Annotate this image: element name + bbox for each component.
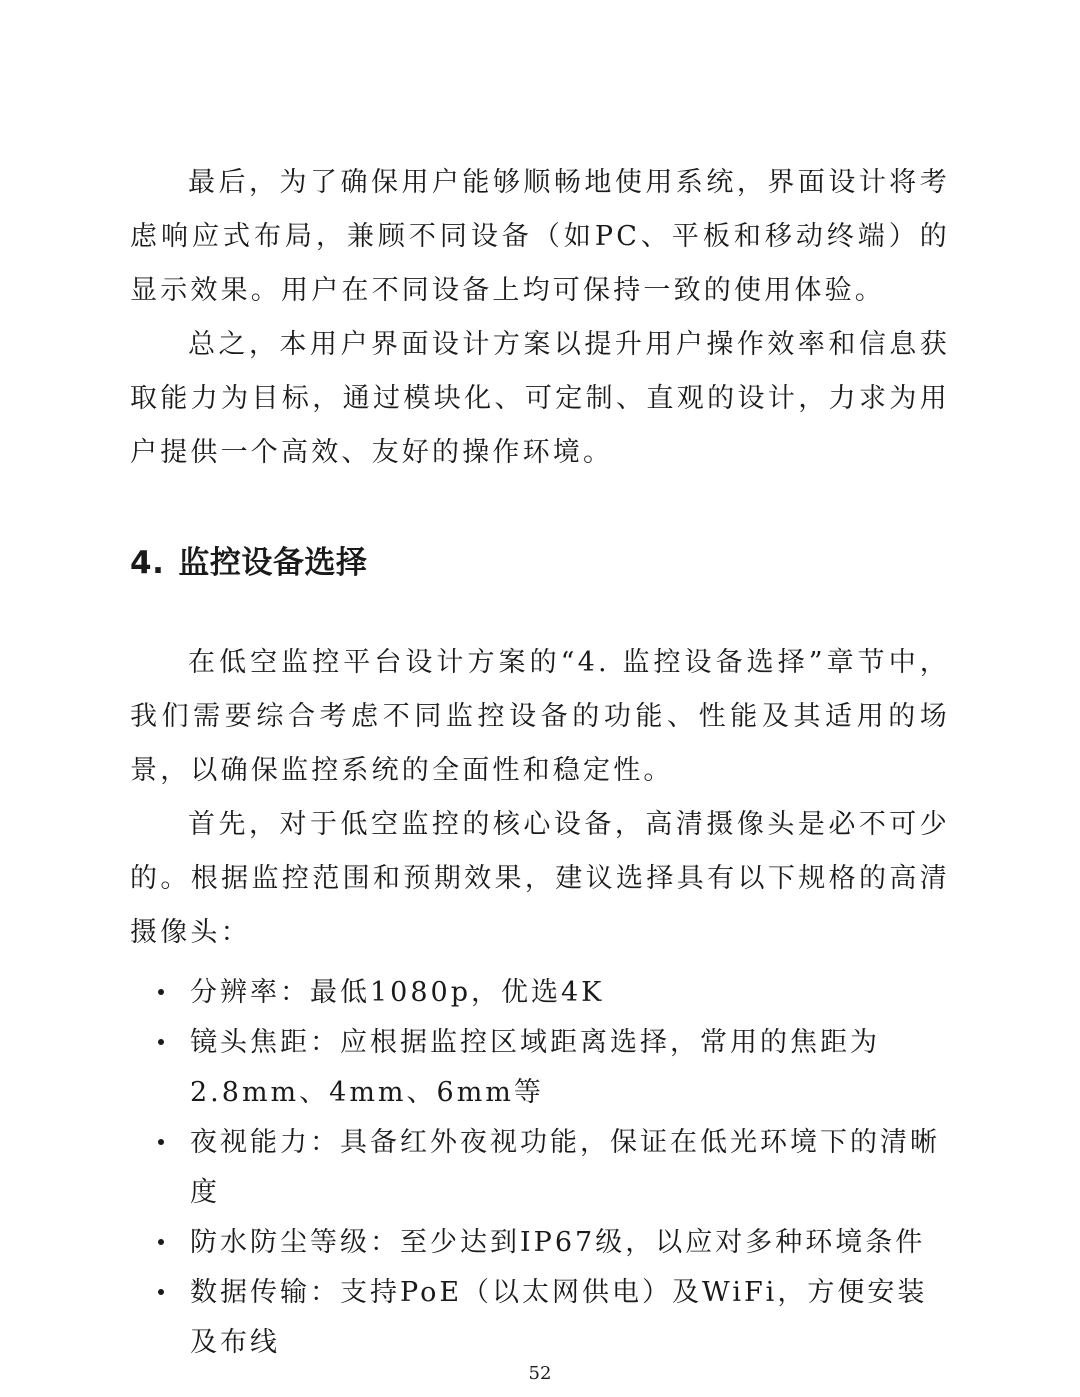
- section-title: 监控设备选择: [178, 545, 368, 581]
- section-number: 4.: [130, 545, 165, 581]
- camera-spec-list: [130, 968, 950, 1368]
- list-item-text: 镜头焦距：应根据监控区域距离选择，常用的焦距为2.8mm、4mm、6mm等: [190, 1027, 880, 1108]
- bullet-dot-icon: [158, 1239, 164, 1245]
- list-item: [130, 1268, 950, 1368]
- paragraph-intro: 在低空监控平台设计方案的“4. 监控设备选择”章节中，我们需要综合考虑不同监控设备的功能、性能及其适用的场景，以确保监控系统的全面性和稳定性。: [130, 647, 950, 786]
- paragraph-summary: 总之，本用户界面设计方案以提升用户操作效率和信息获取能力为目标，通过模块化、可定制、直观的设计，力求为用户提供一个高效、友好的操作环境。: [130, 329, 950, 468]
- page-content: [130, 156, 950, 1368]
- section-heading: [130, 538, 950, 588]
- bullet-dot-icon: [158, 989, 164, 995]
- paragraph-hd-camera: 首先，对于低空监控的核心设备，高清摄像头是必不可少的。根据监控范围和预期效果，建议选择具有以下规格的高清摄像头：: [130, 809, 950, 948]
- list-item-text: 防水防尘等级：至少达到IP67级，以应对多种环境条件: [190, 1227, 926, 1258]
- list-item-text: 夜视能力：具备红外夜视功能，保证在低光环境下的清晰度: [190, 1127, 940, 1208]
- list-item: [130, 1118, 950, 1218]
- paragraph-responsive-layout: 最后，为了确保用户能够顺畅地使用系统，界面设计将考虑响应式布局，兼顾不同设备（如PC、平板和移动终端）的显示效果。用户在不同设备上均可保持一致的使用体验。: [130, 167, 950, 306]
- page-number: 52: [528, 1363, 552, 1384]
- bullet-dot-icon: [158, 1139, 164, 1145]
- bullet-dot-icon: [158, 1289, 164, 1295]
- list-item: [130, 1018, 950, 1118]
- list-item: [130, 1218, 950, 1268]
- list-item-text: 数据传输：支持PoE（以太网供电）及WiFi，方便安装及布线: [190, 1277, 928, 1358]
- list-item-text: 分辨率：最低1080p，优选4K: [190, 977, 605, 1008]
- list-item: [130, 968, 950, 1018]
- bullet-dot-icon: [158, 1039, 164, 1045]
